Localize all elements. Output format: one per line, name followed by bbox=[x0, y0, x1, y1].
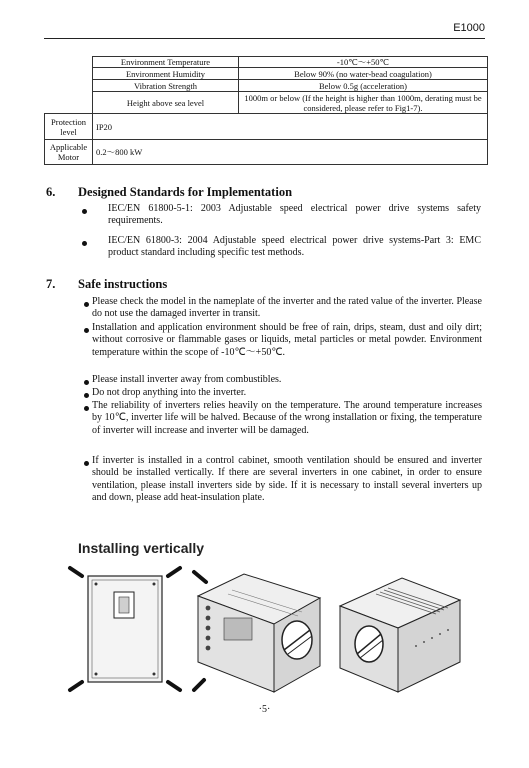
motor-label: Applicable Motor bbox=[45, 140, 93, 165]
section7-item: Do not drop anything into the inverter. bbox=[92, 387, 247, 398]
spec-label: Vibration Strength bbox=[93, 80, 239, 92]
inverter-rear-view-figure bbox=[332, 570, 472, 696]
spec-value: Below 0.5g (acceleration) bbox=[239, 80, 488, 92]
section6-item: IEC/EN 61800-3: 2004 Adjustable speed electrical power drive systems-Part 3: EMC product standard including specific test methods. bbox=[108, 235, 481, 259]
bullet-dot bbox=[84, 380, 89, 385]
bullet-dot bbox=[84, 393, 89, 398]
header-rule bbox=[44, 38, 485, 39]
motor-value: 0.2～800 kW bbox=[93, 140, 488, 165]
section7-item: The reliability of inverters relies heavily on the temperature. The around temperature increases by 10℃, inverter life will be halved. Because of the wrong installation or fixing, the temperature of inverter will increase and inverter will be damaged. bbox=[92, 400, 482, 436]
section7-item: Please install inverter away from combustibles. bbox=[92, 374, 282, 385]
section6-number: 6. bbox=[46, 185, 56, 199]
inverter-isometric-view-figure bbox=[188, 568, 328, 696]
spec-value: -10℃～+50℃ bbox=[239, 57, 488, 68]
spec-table bbox=[44, 56, 488, 165]
section6-item: IEC/EN 61800-5-1: 2003 Adjustable speed electrical power drive systems safety requirements. bbox=[108, 203, 481, 227]
spec-value: Below 90% (no water-bead coagulation) bbox=[239, 68, 488, 80]
bullet-dot bbox=[84, 406, 89, 411]
header-code: E1000 bbox=[453, 22, 485, 34]
bullet-dot bbox=[82, 209, 87, 214]
section7-number: 7. bbox=[46, 277, 56, 291]
protection-value: IP20 bbox=[93, 114, 488, 140]
section7-item: Please check the model in the nameplate of the inverter and the rated value of the inverter. Please do not use the damaged inverter in transit. bbox=[92, 296, 482, 320]
spec-label: Height above sea level bbox=[93, 92, 239, 114]
spec-blank-cell bbox=[45, 57, 93, 114]
section7-title: Safe instructions bbox=[78, 277, 168, 291]
bullet-dot bbox=[84, 302, 89, 307]
spec-label: Environment Temperature bbox=[93, 57, 239, 68]
section7-item: If inverter is installed in a control cabinet, smooth ventilation should be ensured and inverter should be installed vertically. If there are several inverters in one cabinet, in order to ensure ventilation, please install inverters side by side. If it is necessary to install several inverters up and down, please add heat-insulation plate. bbox=[92, 455, 482, 504]
spec-value: 1000m or below (If the height is higher than 1000m, derating must be considered, please refer to Fig1-7). bbox=[239, 92, 488, 114]
protection-label: Protection level bbox=[45, 114, 93, 140]
section7-item: Installation and application environment should be free of rain, drips, steam, dust and oily dirt; without corrosive or flammable gases or liquids, metal particles or metal powder. Environment temperature within the scope of -10℃～+50℃. bbox=[92, 322, 482, 358]
inverter-front-view-figure bbox=[66, 562, 186, 697]
section6-title: Designed Standards for Implementation bbox=[78, 185, 293, 199]
figure-title: Installing vertically bbox=[78, 540, 205, 556]
bullet-dot bbox=[84, 461, 89, 466]
page-number: ·5· bbox=[258, 704, 271, 715]
bullet-dot bbox=[82, 241, 87, 246]
spec-label: Environment Humidity bbox=[93, 68, 239, 80]
bullet-dot bbox=[84, 328, 89, 333]
